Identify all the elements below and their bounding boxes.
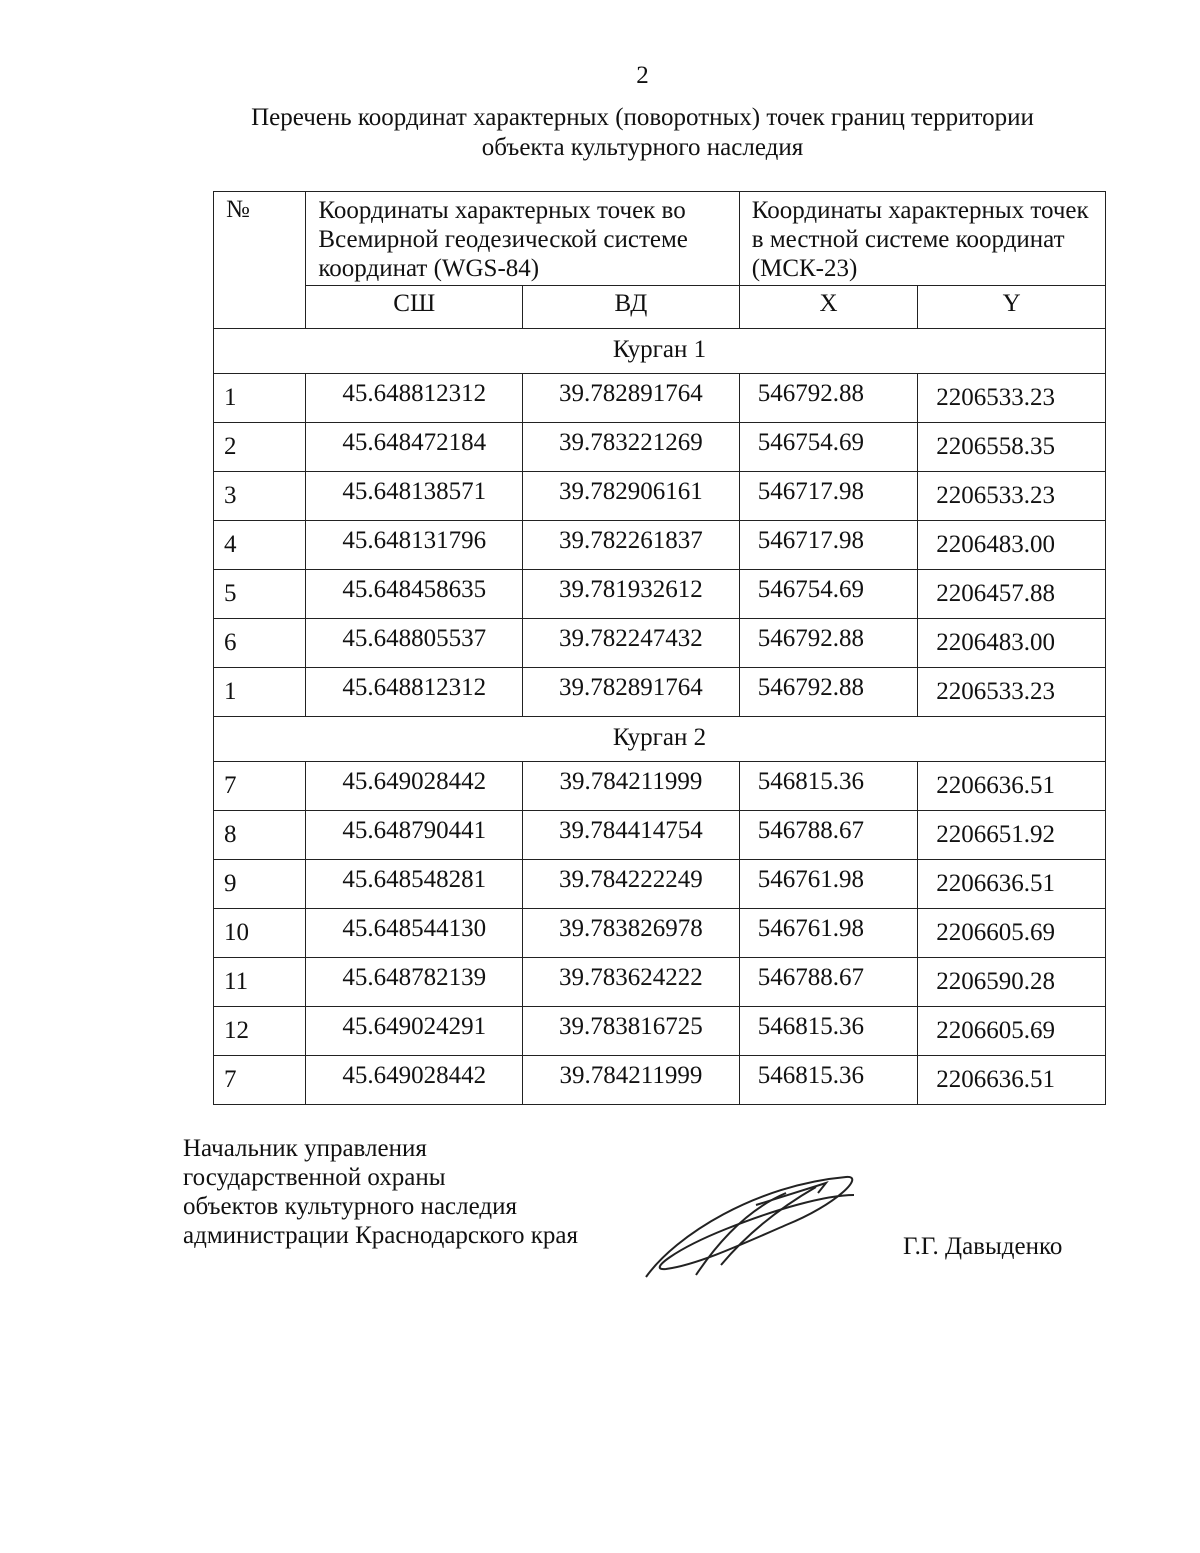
longitude-cell: 39.784222249 bbox=[523, 860, 740, 909]
header-y: Y bbox=[918, 286, 1106, 329]
point-number-cell: 6 bbox=[214, 619, 306, 668]
latitude-cell: 45.649028442 bbox=[306, 762, 523, 811]
header-x: X bbox=[739, 286, 918, 329]
point-number-cell: 8 bbox=[214, 811, 306, 860]
point-number-cell: 11 bbox=[214, 958, 306, 1007]
table-row bbox=[214, 909, 1106, 958]
latitude-cell: 45.648131796 bbox=[306, 521, 523, 570]
x-coordinate-cell: 546815.36 bbox=[739, 762, 918, 811]
longitude-cell: 39.781932612 bbox=[523, 570, 740, 619]
point-number-cell: 12 bbox=[214, 1007, 306, 1056]
latitude-cell: 45.648805537 bbox=[306, 619, 523, 668]
x-coordinate-cell: 546792.88 bbox=[739, 668, 918, 717]
longitude-cell: 39.783221269 bbox=[523, 423, 740, 472]
x-coordinate-cell: 546788.67 bbox=[739, 811, 918, 860]
handwritten-signature bbox=[636, 1165, 866, 1285]
y-coordinate-cell: 2206636.51 bbox=[918, 860, 1106, 909]
latitude-cell: 45.649028442 bbox=[306, 1056, 523, 1105]
longitude-cell: 39.782906161 bbox=[523, 472, 740, 521]
table-row bbox=[214, 472, 1106, 521]
table-row bbox=[214, 1007, 1106, 1056]
position-line: администрации Краснодарского края bbox=[183, 1222, 579, 1249]
point-number-cell: 5 bbox=[214, 570, 306, 619]
table-row bbox=[214, 811, 1106, 860]
section-row bbox=[214, 329, 1106, 374]
table-header-row bbox=[214, 192, 1106, 286]
point-number-cell: 9 bbox=[214, 860, 306, 909]
latitude-cell: 45.648790441 bbox=[306, 811, 523, 860]
x-coordinate-cell: 546815.36 bbox=[739, 1056, 918, 1105]
section-title: Курган 1 bbox=[214, 329, 1106, 374]
longitude-cell: 39.782247432 bbox=[523, 619, 740, 668]
longitude-cell: 39.783826978 bbox=[523, 909, 740, 958]
longitude-cell: 39.784211999 bbox=[523, 1056, 740, 1105]
longitude-cell: 39.783816725 bbox=[523, 1007, 740, 1056]
table-row bbox=[214, 423, 1106, 472]
latitude-cell: 45.648812312 bbox=[306, 668, 523, 717]
latitude-cell: 45.648138571 bbox=[306, 472, 523, 521]
table-row bbox=[214, 860, 1106, 909]
longitude-cell: 39.782891764 bbox=[523, 668, 740, 717]
x-coordinate-cell: 546792.88 bbox=[739, 619, 918, 668]
longitude-cell: 39.784211999 bbox=[523, 762, 740, 811]
position-line: государственной охраны bbox=[183, 1164, 446, 1191]
x-coordinate-cell: 546754.69 bbox=[739, 570, 918, 619]
latitude-cell: 45.648472184 bbox=[306, 423, 523, 472]
y-coordinate-cell: 2206483.00 bbox=[918, 619, 1106, 668]
y-coordinate-cell: 2206457.88 bbox=[918, 570, 1106, 619]
table-row bbox=[214, 570, 1106, 619]
latitude-cell: 45.648548281 bbox=[306, 860, 523, 909]
table-subheader-row bbox=[214, 286, 1106, 329]
x-coordinate-cell: 546761.98 bbox=[739, 909, 918, 958]
header-number: № bbox=[214, 192, 306, 329]
header-lon: ВД bbox=[523, 286, 740, 329]
x-coordinate-cell: 546792.88 bbox=[739, 374, 918, 423]
title-line-1: Перечень координат характерных (поворотных) точек границ территории bbox=[251, 104, 1034, 131]
point-number-cell: 10 bbox=[214, 909, 306, 958]
page-number: 2 bbox=[636, 62, 649, 89]
header-msk-group: Координаты характерных точек в местной системе координат (МСК-23) bbox=[739, 192, 1105, 286]
x-coordinate-cell: 546717.98 bbox=[739, 521, 918, 570]
latitude-cell: 45.648458635 bbox=[306, 570, 523, 619]
coordinates-table bbox=[213, 191, 1106, 1105]
y-coordinate-cell: 2206558.35 bbox=[918, 423, 1106, 472]
y-coordinate-cell: 2206636.51 bbox=[918, 762, 1106, 811]
longitude-cell: 39.784414754 bbox=[523, 811, 740, 860]
latitude-cell: 45.649024291 bbox=[306, 1007, 523, 1056]
y-coordinate-cell: 2206605.69 bbox=[918, 909, 1106, 958]
x-coordinate-cell: 546761.98 bbox=[739, 860, 918, 909]
point-number-cell: 2 bbox=[214, 423, 306, 472]
y-coordinate-cell: 2206636.51 bbox=[918, 1056, 1106, 1105]
table-row bbox=[214, 958, 1106, 1007]
y-coordinate-cell: 2206605.69 bbox=[918, 1007, 1106, 1056]
point-number-cell: 3 bbox=[214, 472, 306, 521]
y-coordinate-cell: 2206483.00 bbox=[918, 521, 1106, 570]
longitude-cell: 39.782891764 bbox=[523, 374, 740, 423]
table-row bbox=[214, 1056, 1106, 1105]
y-coordinate-cell: 2206533.23 bbox=[918, 668, 1106, 717]
position-line: Начальник управления bbox=[183, 1135, 427, 1162]
y-coordinate-cell: 2206651.92 bbox=[918, 811, 1106, 860]
y-coordinate-cell: 2206533.23 bbox=[918, 472, 1106, 521]
header-lat: СШ bbox=[306, 286, 523, 329]
position-line: объектов культурного наследия bbox=[183, 1193, 517, 1220]
latitude-cell: 45.648544130 bbox=[306, 909, 523, 958]
table-row bbox=[214, 762, 1106, 811]
point-number-cell: 1 bbox=[214, 668, 306, 717]
signatory-position bbox=[183, 1134, 578, 1250]
y-coordinate-cell: 2206590.28 bbox=[918, 958, 1106, 1007]
x-coordinate-cell: 546717.98 bbox=[739, 472, 918, 521]
section-row bbox=[214, 717, 1106, 762]
latitude-cell: 45.648812312 bbox=[306, 374, 523, 423]
point-number-cell: 4 bbox=[214, 521, 306, 570]
point-number-cell: 7 bbox=[214, 1056, 306, 1105]
title-line-2: объекта культурного наследия bbox=[481, 134, 804, 161]
table-row bbox=[214, 619, 1106, 668]
longitude-cell: 39.783624222 bbox=[523, 958, 740, 1007]
x-coordinate-cell: 546815.36 bbox=[739, 1007, 918, 1056]
coordinates-table-body bbox=[214, 192, 1106, 1105]
longitude-cell: 39.782261837 bbox=[523, 521, 740, 570]
point-number-cell: 1 bbox=[214, 374, 306, 423]
table-row bbox=[214, 521, 1106, 570]
header-wgs-group: Координаты характерных точек во Всемирной геодезической системе координат (WGS-84) bbox=[306, 192, 739, 286]
x-coordinate-cell: 546754.69 bbox=[739, 423, 918, 472]
section-title: Курган 2 bbox=[214, 717, 1106, 762]
table-row bbox=[214, 668, 1106, 717]
x-coordinate-cell: 546788.67 bbox=[739, 958, 918, 1007]
signatory-name: Г.Г. Давыденко bbox=[903, 1233, 1063, 1260]
table-row bbox=[214, 374, 1106, 423]
y-coordinate-cell: 2206533.23 bbox=[918, 374, 1106, 423]
latitude-cell: 45.648782139 bbox=[306, 958, 523, 1007]
page-title bbox=[0, 103, 1200, 163]
point-number-cell: 7 bbox=[214, 762, 306, 811]
